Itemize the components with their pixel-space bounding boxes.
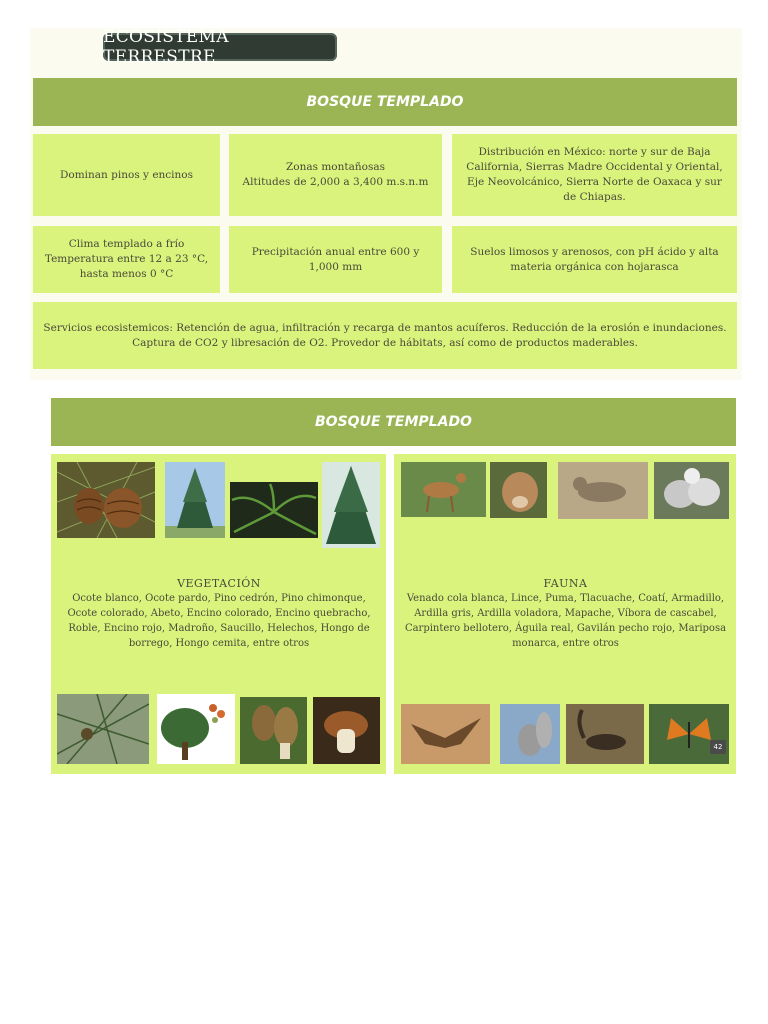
fauna-heading: FAUNA: [543, 577, 588, 590]
morel-mushroom-photo: [240, 697, 307, 764]
pine-branch-photo: [57, 694, 149, 764]
bolete-mushroom-photo: [313, 697, 380, 764]
opossum-photo: [654, 462, 729, 519]
info-distribution: Distribución en México: norte y sur de Baja California, Sierras Madre Occidental y Oriental, Eje Neovolcánico, Sierra Norte de Oaxaca y sur de Chiapas.: [452, 134, 737, 216]
oak-tree-illustration: [157, 694, 235, 764]
fir-tree-photo: [165, 462, 225, 538]
fern-photo: [230, 482, 318, 538]
bobcat-photo: [558, 462, 648, 519]
fauna-list: Venado cola blanca, Lince, Puma, Tlacuache, Coatí, Armadillo, Ardilla gris, Ardilla voladora, Mapache, Víbora de cascabel, Carpintero bellotero, Águila real, Gavilán pecho rojo, Mariposa monarca, entre otros: [404, 593, 727, 649]
section-band-bottom: BOSQUE TEMPLADO: [51, 398, 736, 446]
coati-photo: [566, 704, 644, 764]
info-precipitation: Precipitación anual entre 600 y 1,000 mm: [229, 226, 442, 293]
vegetation-list: Ocote blanco, Ocote pardo, Pino cedrón, Pino chimonque, Ocote colorado, Abeto, Encino colorado, Encino quebracho, Roble, Encino rojo, Madroño, Saucillo, Helechos, Hongo de borrego, Hongo cemita, entre otros: [67, 593, 371, 649]
conifer-photo: [322, 462, 380, 548]
page-number-badge: 42: [710, 740, 726, 754]
hawk-photo: [401, 704, 490, 764]
section-band-top: BOSQUE TEMPLADO: [33, 78, 737, 126]
info-zones: Zonas montañosas Altitudes de 2,000 a 3,400 m.s.n.m: [229, 134, 442, 216]
monarch-butterfly-photo: [649, 704, 729, 764]
squirrel-photo: [500, 704, 560, 764]
info-soils: Suelos limosos y arenosos, con pH ácido y alta materia orgánica con hojarasca: [452, 226, 737, 293]
deer-photo: [401, 462, 486, 517]
info-services: Servicios ecosistemicos: Retención de agua, infiltración y recarga de mantos acuíferos. Reducción de la erosión e inundaciones. Captura de CO2 y libresación de O2. Provedor de hábitats, así como de productos maderables.: [33, 302, 737, 369]
info-dominant: Dominan pinos y encinos: [33, 134, 220, 216]
vegetation-heading: VEGETACIÓN: [177, 577, 261, 590]
puma-photo: [490, 462, 547, 518]
pine-cone-photo: [57, 462, 155, 538]
info-climate: Clima templado a frío Temperatura entre 12 a 23 °C, hasta menos 0 °C: [33, 226, 220, 293]
vegetation-text-block: [58, 576, 380, 651]
fauna-text-block: [402, 576, 729, 651]
page-title: ECOSISTEMA TERRESTRE: [103, 33, 337, 61]
